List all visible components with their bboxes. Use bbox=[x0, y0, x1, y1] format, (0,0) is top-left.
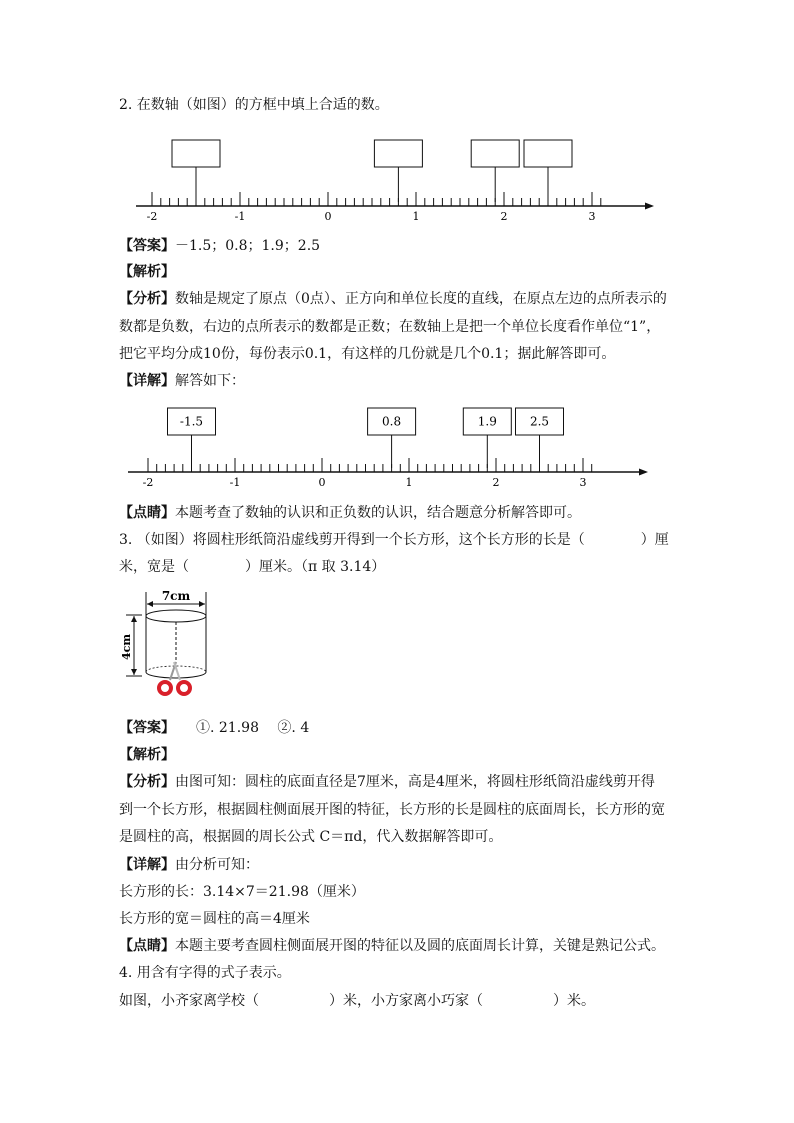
q3-title-2: 米，宽是（ ）厘米。（π 取 3.14） bbox=[119, 559, 386, 575]
cylinder-figure bbox=[118, 584, 218, 702]
q3-answer bbox=[119, 719, 309, 737]
tick-label: 0 bbox=[324, 210, 332, 223]
box-value: 0.8 bbox=[382, 414, 402, 429]
q2-dianjing bbox=[119, 504, 581, 522]
dianjing-text: 本题考查了数轴的认识和正负数的认识，结合题意分析解答即可。 bbox=[175, 505, 581, 521]
q3-dianjing bbox=[119, 937, 665, 955]
tick-label: 2 bbox=[500, 210, 508, 223]
tick-label: 3 bbox=[579, 476, 587, 489]
tick-label: -2 bbox=[146, 210, 158, 223]
answer-tag: 【答案】 bbox=[119, 238, 175, 254]
q4-title: 4. 用含有字得的式子表示。 bbox=[119, 965, 291, 981]
q4-line: 如图，小齐家离学校（ ）米，小方家离小巧家（ ）米。 bbox=[119, 993, 595, 1009]
q3-detail-2: 长方形的宽＝圆柱的高＝4厘米 bbox=[119, 911, 310, 927]
fenxi-line: 数轴是规定了原点（0点）、正方向和单位长度的直线，在原点左边的点所表示的 bbox=[175, 291, 667, 307]
tick-label: 3 bbox=[588, 210, 596, 223]
detail-text: 解答如下： bbox=[175, 373, 245, 389]
tick-label: 2 bbox=[492, 476, 500, 489]
q3-detail bbox=[119, 856, 259, 874]
fenxi-line: 由图可知：圆柱的底面直径是7厘米，高是4厘米，将圆柱形纸筒沿虚线剪开得 bbox=[175, 774, 655, 790]
answer-text: －1.5；0.8；1.9；2.5 bbox=[175, 238, 321, 254]
q2-analysis-tag: 【解析】 bbox=[119, 264, 175, 280]
q2-title: 2. 在数轴（如图）的方框中填上合适的数。 bbox=[119, 97, 389, 113]
q3-fenxi-2: 到一个长方形，根据圆柱侧面展开图的特征，长方形的长是圆柱的底面周长，长方形的宽 bbox=[119, 802, 665, 818]
q2-fenxi-2: 数都是负数，右边的点所表示的数都是正数；在数轴上是把一个单位长度看作单位“1”， bbox=[119, 319, 661, 335]
box-value: -1.5 bbox=[179, 414, 204, 429]
number-line-filled bbox=[0, 0, 794, 500]
q3-detail-1: 长方形的长：3.14×7＝21.98（厘米） bbox=[119, 884, 365, 900]
axis-arrow-icon bbox=[639, 469, 648, 476]
fenxi-tag: 【分析】 bbox=[119, 291, 175, 307]
q3-analysis-tag: 【解析】 bbox=[119, 747, 175, 763]
detail-text: 由分析可知： bbox=[175, 857, 259, 873]
dianjing-text: 本题主要考查圆柱侧面展开图的特征以及圆的底面周长计算，关键是熟记公式。 bbox=[175, 938, 665, 954]
tick-label: -1 bbox=[229, 476, 241, 489]
answer-tag: 【答案】 bbox=[119, 720, 168, 736]
dianjing-tag: 【点睛】 bbox=[119, 505, 175, 521]
top-dimension-label: 7cm bbox=[161, 589, 191, 603]
side-dimension-label: 4cm bbox=[120, 634, 133, 660]
dianjing-tag: 【点睛】 bbox=[119, 938, 175, 954]
q2-fenxi-3: 把它平均分成10份，每份表示0.1，有这样的几份就是几个0.1；据此解答即可。 bbox=[119, 346, 616, 362]
answer-text: ①. 21.98 ②. 4 bbox=[196, 720, 310, 736]
q3-fenxi-3: 是圆柱的高，根据圆的周长公式 C＝πd，代入数据解答即可。 bbox=[119, 829, 503, 845]
tick-label: 1 bbox=[412, 210, 420, 223]
tick-label: 1 bbox=[405, 476, 413, 489]
detail-tag: 【详解】 bbox=[119, 857, 175, 873]
tick-label: 0 bbox=[318, 476, 326, 489]
box-value: 1.9 bbox=[477, 414, 497, 429]
q3-fenxi-1 bbox=[119, 773, 655, 791]
q3-title-1: 3. （如图）将圆柱形纸筒沿虚线剪开得到一个长方形，这个长方形的长是（ ）厘 bbox=[119, 532, 669, 548]
tick-label: -1 bbox=[234, 210, 246, 223]
fenxi-tag: 【分析】 bbox=[119, 774, 175, 790]
box-value: 2.5 bbox=[529, 414, 550, 429]
detail-tag: 【详解】 bbox=[119, 373, 175, 389]
tick-label: -2 bbox=[142, 476, 154, 489]
